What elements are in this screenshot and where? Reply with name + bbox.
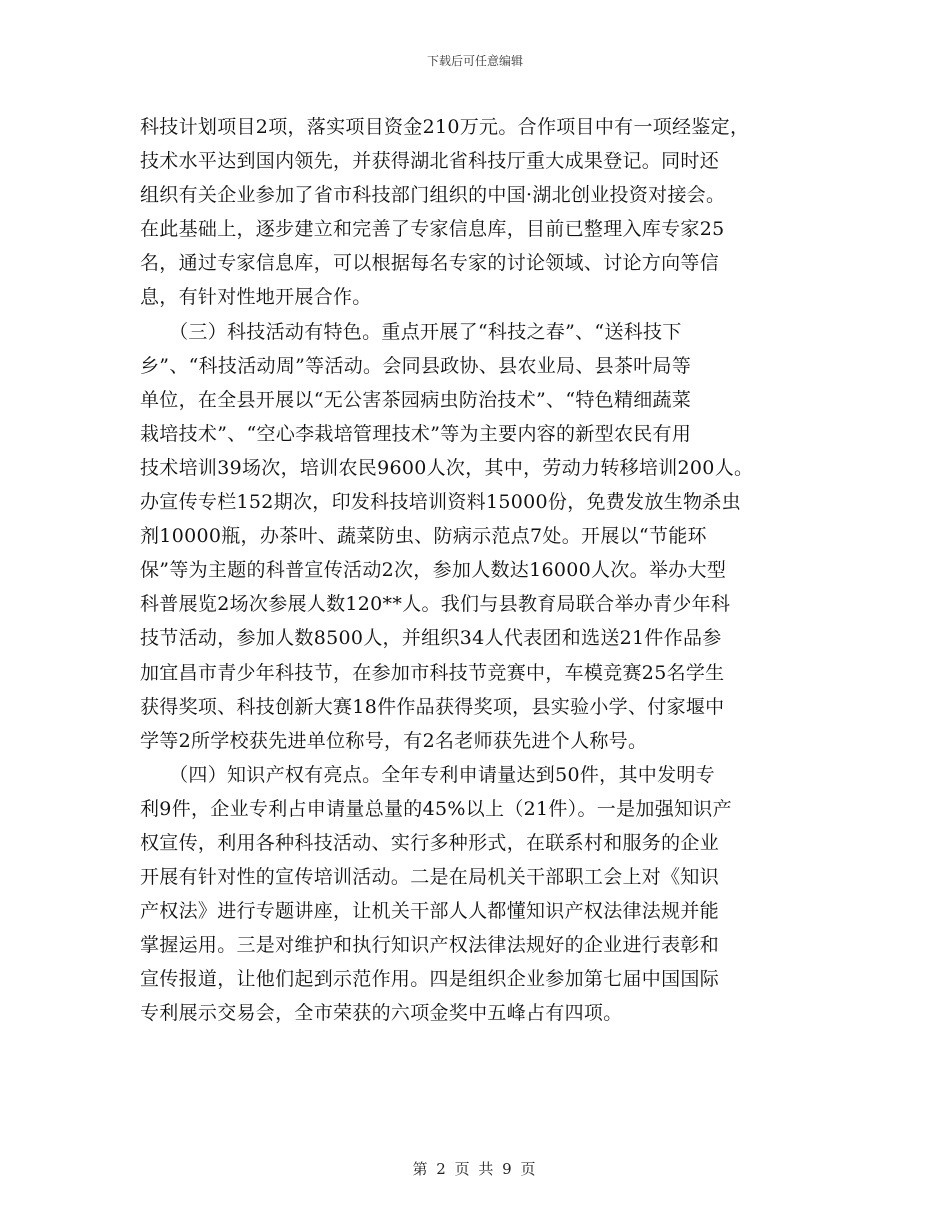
- body-text-line: 开展有针对性的宣传培训活动。二是在局机关干部职工会上对《知识: [140, 866, 720, 889]
- body-text-line: （三）科技活动有特色。重点开展了“科技之春”、“送科技下: [140, 320, 682, 343]
- body-text-line: 组织有关企业参加了省市科技部门组织的中国·湖北创业投资对接会。: [140, 184, 726, 207]
- body-text-line: （四）知识产权有亮点。全年专利申请量达到50件，其中发明专: [140, 763, 715, 786]
- body-text-line: 在此基础上，逐步建立和完善了专家信息库，目前已整理入库专家25: [140, 218, 725, 241]
- body-text-line: 产权法》进行专题讲座，让机关干部人人都懂知识产权法律法规并能: [140, 900, 720, 923]
- body-text-line: 单位，在全县开展以“无公害茶园病虫防治技术”、“特色精细蔬菜: [140, 388, 692, 411]
- body-text-line: 学等2所学校获先进单位称号，有2名老师获先进个人称号。: [140, 729, 648, 752]
- document-body: [140, 110, 820, 1031]
- body-text-line: 名，通过专家信息库，可以根据每名专家的讨论领域、讨论方向等信: [140, 252, 720, 275]
- body-text-line: 息，有针对性地开展合作。: [140, 286, 372, 309]
- body-text-line: 栽培技术”、“空心李栽培管理技术”等为主要内容的新型农民有用: [140, 422, 692, 445]
- body-text-line: 办宣传专栏152期次，印发科技培训资料15000份，免费发放生物杀虫: [140, 491, 741, 514]
- body-text-line: 权宣传，利用各种科技活动、实行多种形式，在联系村和服务的企业: [140, 831, 720, 854]
- body-text-line: 科普展览2场次参展人数120**人。我们与县教育局联合举办青少年科: [140, 593, 731, 616]
- body-text-line: 掌握运用。三是对维护和执行知识产权法律法规好的企业进行表彰和: [140, 934, 720, 957]
- body-text-line: 加宜昌市青少年科技节，在参加市科技节竞赛中，车模竞赛25名学生: [140, 661, 725, 684]
- body-text-line: 宣传报道，让他们起到示范作用。四是组织企业参加第七届中国国际: [140, 968, 720, 991]
- body-text-line: 利9件，企业专利占申请量总量的45%以上（21件）。一是加强知识产: [140, 797, 732, 820]
- page-header-note: 下载后可任意编辑: [426, 54, 523, 68]
- body-text-line: 技术培训39场次，培训农民9600人次，其中，劳动力转移培训200人。: [140, 456, 754, 479]
- body-text-line: 科技计划项目2项，落实项目资金210万元。合作项目中有一项经鉴定，: [140, 116, 750, 138]
- body-text-line: 乡”、“科技活动周”等活动。会同县政协、县农业局、县茶叶局等: [140, 354, 692, 377]
- body-text-line: 保”等为主题的科普宣传活动2次，参加人数达16000人次。举办大型: [140, 559, 727, 582]
- page-footer-indicator: 第 2 页 共 9 页: [412, 1160, 538, 1178]
- body-text-line: 技术水平达到国内领先，并获得湖北省科技厅重大成果登记。同时还: [140, 150, 720, 173]
- body-text-line: 获得奖项、科技创新大赛18件作品获得奖项，县实验小学、付家堰中: [140, 695, 725, 718]
- body-text-line: 剂10000瓶，办茶叶、蔬菜防虫、防病示范点7处。开展以“节能环: [140, 525, 707, 548]
- body-text-line: 技节活动，参加人数8500人，并组织34人代表团和选送21件作品参: [140, 627, 722, 650]
- body-text-line: 专利展示交易会，全市荣获的六项金奖中五峰占有四项。: [140, 1002, 623, 1025]
